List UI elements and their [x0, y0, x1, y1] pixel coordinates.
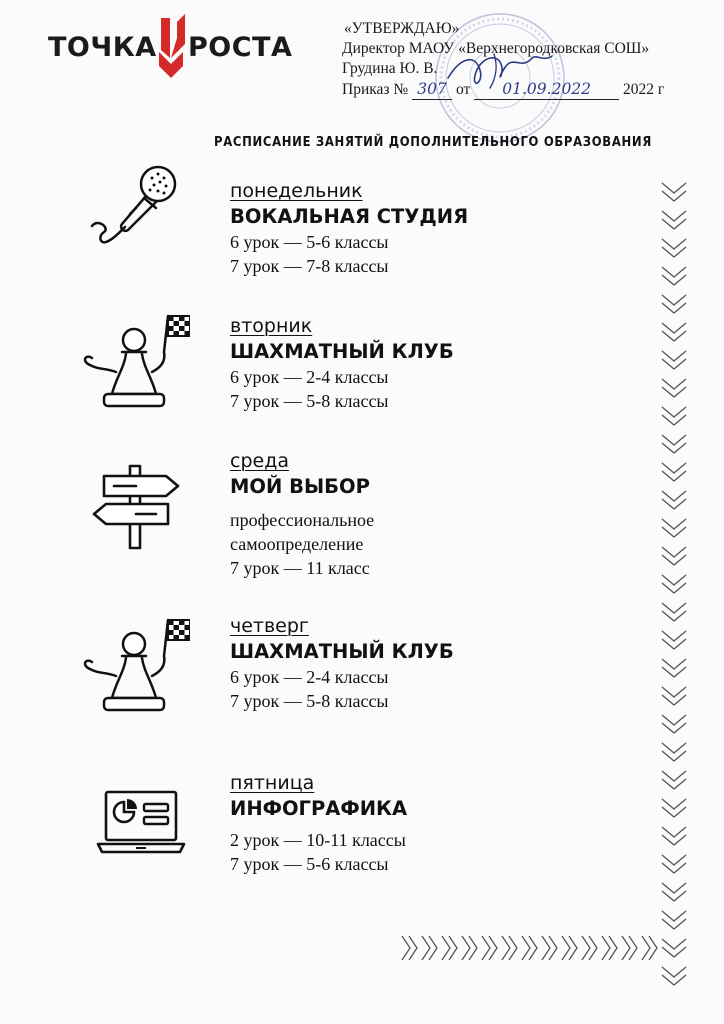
border-chevron	[562, 936, 577, 960]
border-chevron	[662, 715, 686, 733]
day-label: понедельник	[230, 180, 363, 202]
schedule-entry-thursday	[230, 615, 590, 713]
border-chevron	[462, 936, 477, 960]
border-chevron	[662, 211, 686, 229]
border-chevron	[662, 463, 686, 481]
logo-text-left: ТОЧКА	[48, 32, 157, 63]
order-from: от	[455, 81, 471, 98]
lesson-line: самоопределение	[230, 534, 364, 554]
lesson-line: 6 урок — 2-4 классы	[230, 367, 389, 387]
border-chevron	[522, 936, 537, 960]
border-chevron	[642, 936, 657, 960]
border-chevron	[602, 936, 617, 960]
border-chevron	[662, 295, 686, 313]
border-chevron	[662, 267, 686, 285]
border-chevron	[442, 936, 457, 960]
approval-line-1: «УТВЕРЖДАЮ»	[344, 20, 460, 37]
laptop-chart-icon	[96, 788, 186, 856]
activity-name: ШАХМАТНЫЙ КЛУБ	[230, 340, 454, 363]
schedule-entry-friday	[230, 772, 590, 876]
border-chevron	[662, 323, 686, 341]
activity-name: ВОКАЛЬНАЯ СТУДИЯ	[230, 205, 469, 228]
microphone-icon	[78, 160, 190, 260]
approval-line-2: Директор МАОУ «Верхнегородковская СОШ»	[342, 40, 650, 57]
decorative-border-bottom	[398, 928, 658, 968]
border-chevron	[402, 936, 417, 960]
border-chevron	[662, 239, 686, 257]
schedule-title: РАСПИСАНИЕ ЗАНЯТИЙ ДОПОЛНИТЕЛЬНОГО ОБРАЗОВАНИЯ	[214, 134, 652, 150]
border-chevron	[662, 379, 686, 397]
lesson-line: 7 урок — 11 класс	[230, 558, 370, 578]
border-chevron	[662, 575, 686, 593]
activity-name: ШАХМАТНЫЙ КЛУБ	[230, 640, 454, 663]
logo-mark-icon	[151, 14, 191, 80]
border-chevron	[582, 936, 597, 960]
logo-text-right: РОСТА	[188, 32, 293, 63]
border-chevron	[482, 936, 497, 960]
border-chevron	[622, 936, 637, 960]
day-label: четверг	[230, 615, 309, 637]
day-label: среда	[230, 450, 289, 472]
border-chevron	[662, 883, 686, 901]
border-chevron	[662, 183, 686, 201]
chess-pawn-icon	[72, 612, 190, 720]
border-chevron	[662, 491, 686, 509]
order-year: 2022 г	[623, 81, 665, 98]
lesson-line: 6 урок — 2-4 классы	[230, 667, 389, 687]
order-prefix: Приказ №	[342, 81, 409, 98]
schedule-entry-wednesday	[230, 450, 590, 580]
director-signature-icon	[440, 48, 560, 98]
lesson-line: 6 урок — 5-6 классы	[230, 232, 389, 252]
activity-name: ИНФОГРАФИКА	[230, 797, 408, 820]
border-chevron	[542, 936, 557, 960]
lesson-line: 7 урок — 5-8 классы	[230, 691, 389, 711]
lesson-line: 7 урок — 5-6 классы	[230, 854, 389, 874]
border-chevron	[422, 936, 437, 960]
border-chevron	[662, 771, 686, 789]
border-chevron	[662, 939, 686, 957]
schedule-entry-monday	[230, 180, 590, 278]
day-label: вторник	[230, 315, 313, 337]
lesson-line: профессиональное	[230, 510, 375, 530]
approval-line-3: Грудина Ю. В.	[342, 60, 438, 77]
order-date: 01.09.2022	[474, 79, 619, 100]
lesson-line: 2 урок — 10-11 классы	[230, 830, 406, 850]
border-chevron	[662, 519, 686, 537]
lesson-line: 7 урок — 7-8 классы	[230, 256, 389, 276]
border-chevron	[662, 967, 686, 985]
border-chevron	[662, 799, 686, 817]
signpost-icon	[92, 462, 182, 550]
border-chevron	[662, 547, 686, 565]
decorative-border-right	[656, 175, 692, 1005]
border-chevron	[662, 603, 686, 621]
border-chevron	[662, 855, 686, 873]
tochka-rosta-logo	[48, 14, 298, 84]
border-chevron	[502, 936, 517, 960]
border-chevron	[662, 687, 686, 705]
lesson-line: 7 урок — 5-8 классы	[230, 391, 389, 411]
border-chevron	[662, 631, 686, 649]
activity-name: МОЙ ВЫБОР	[230, 475, 370, 498]
border-chevron	[662, 911, 686, 929]
day-label: пятница	[230, 772, 315, 794]
border-chevron	[662, 659, 686, 677]
chess-pawn-icon	[72, 308, 190, 416]
border-chevron	[662, 827, 686, 845]
order-number: 307	[412, 79, 452, 100]
schedule-entry-tuesday	[230, 315, 590, 413]
border-chevron	[662, 743, 686, 761]
border-chevron	[662, 351, 686, 369]
border-chevron	[662, 435, 686, 453]
border-chevron	[662, 407, 686, 425]
